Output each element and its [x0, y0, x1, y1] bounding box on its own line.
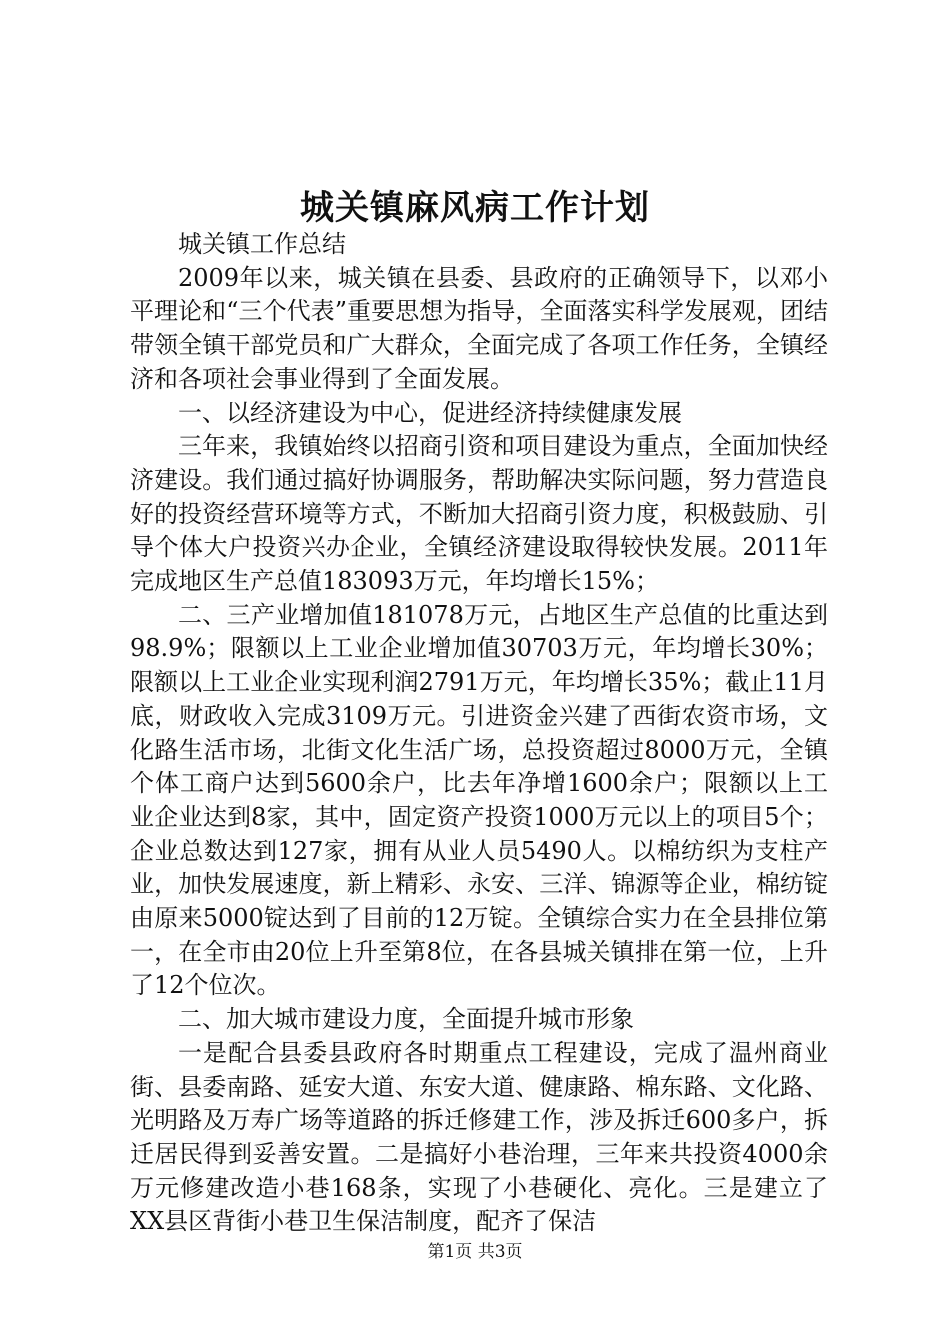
paragraph-intro: 2009年以来，城关镇在县委、县政府的正确领导下，以邓小平理论和“三个代表”重要思想为指导，全面落实科学发展观，团结带领全镇干部党员和广大群众，全面完成了各项工作任务，全镇经济和各项社会事业得到了全面发展。	[130, 263, 828, 393]
paragraph-economy: 三年来，我镇始终以招商引资和项目建设为重点，全面加快经济建设。我们通过搞好协调服务，帮助解决实际问题，努力营造良好的投资经营环境等方式，不断加大招商引资力度，积极鼓励、引导个体大户投资兴办企业，全镇经济建设取得较快发展。2011年完成地区生产总值183093万元，年均增长15%；	[130, 432, 828, 596]
document-body	[130, 228, 828, 1239]
section-heading-urban: 二、加大城市建设力度，全面提升城市形象	[178, 1005, 634, 1034]
paragraph-subtitle: 城关镇工作总结	[178, 230, 346, 258]
section-heading-economy: 一、以经济建设为中心，促进经济持续健康发展	[178, 398, 682, 427]
document-title: 城关镇麻风病工作计划	[300, 188, 650, 228]
page-footer: 第1页 共3页	[427, 1242, 523, 1262]
paragraph-urban: 一是配合县委县政府各时期重点工程建设，完成了温州商业街、县委南路、延安大道、东安大道、健康路、棉东路、文化路、光明路及万寿广场等道路的拆迁修建工作，涉及拆迁600多户，拆迁居民得到妥善安置。二是搞好小巷治理，三年来共投资4000余万元修建改造小巷168条，实现了小巷硬化、亮化。三是建立了XX县区背街小巷卫生保洁制度，配齐了保洁	[130, 1038, 828, 1236]
paragraph-industry: 二、三产业增加值181078万元，占地区生产总值的比重达到98.9%；限额以上工业企业增加值30703万元，年均增长30%；限额以上工业企业实现利润2791万元，年均增长35%；截止11月底，财政收入完成3109万元。引进资金兴建了西街农资市场，文化路生活市场，北街文化生活广场，总投资超过8000万元，全镇个体工商户达到5600余户，比去年净增1600余户；限额以上工业企业达到8家，其中，固定资产投资1000万元以上的项目5个；企业总数达到127家，拥有从业人员5490人。以棉纺织为支柱产业，加快发展速度，新上精彩、永安、三洋、锦源等企业，棉纺锭由原来5000锭达到了目前的12万锭。全镇综合实力在全县排位第一，在全市由20位上升至第8位，在各县城关镇排在第一位，上升了12个位次。	[130, 600, 828, 1000]
